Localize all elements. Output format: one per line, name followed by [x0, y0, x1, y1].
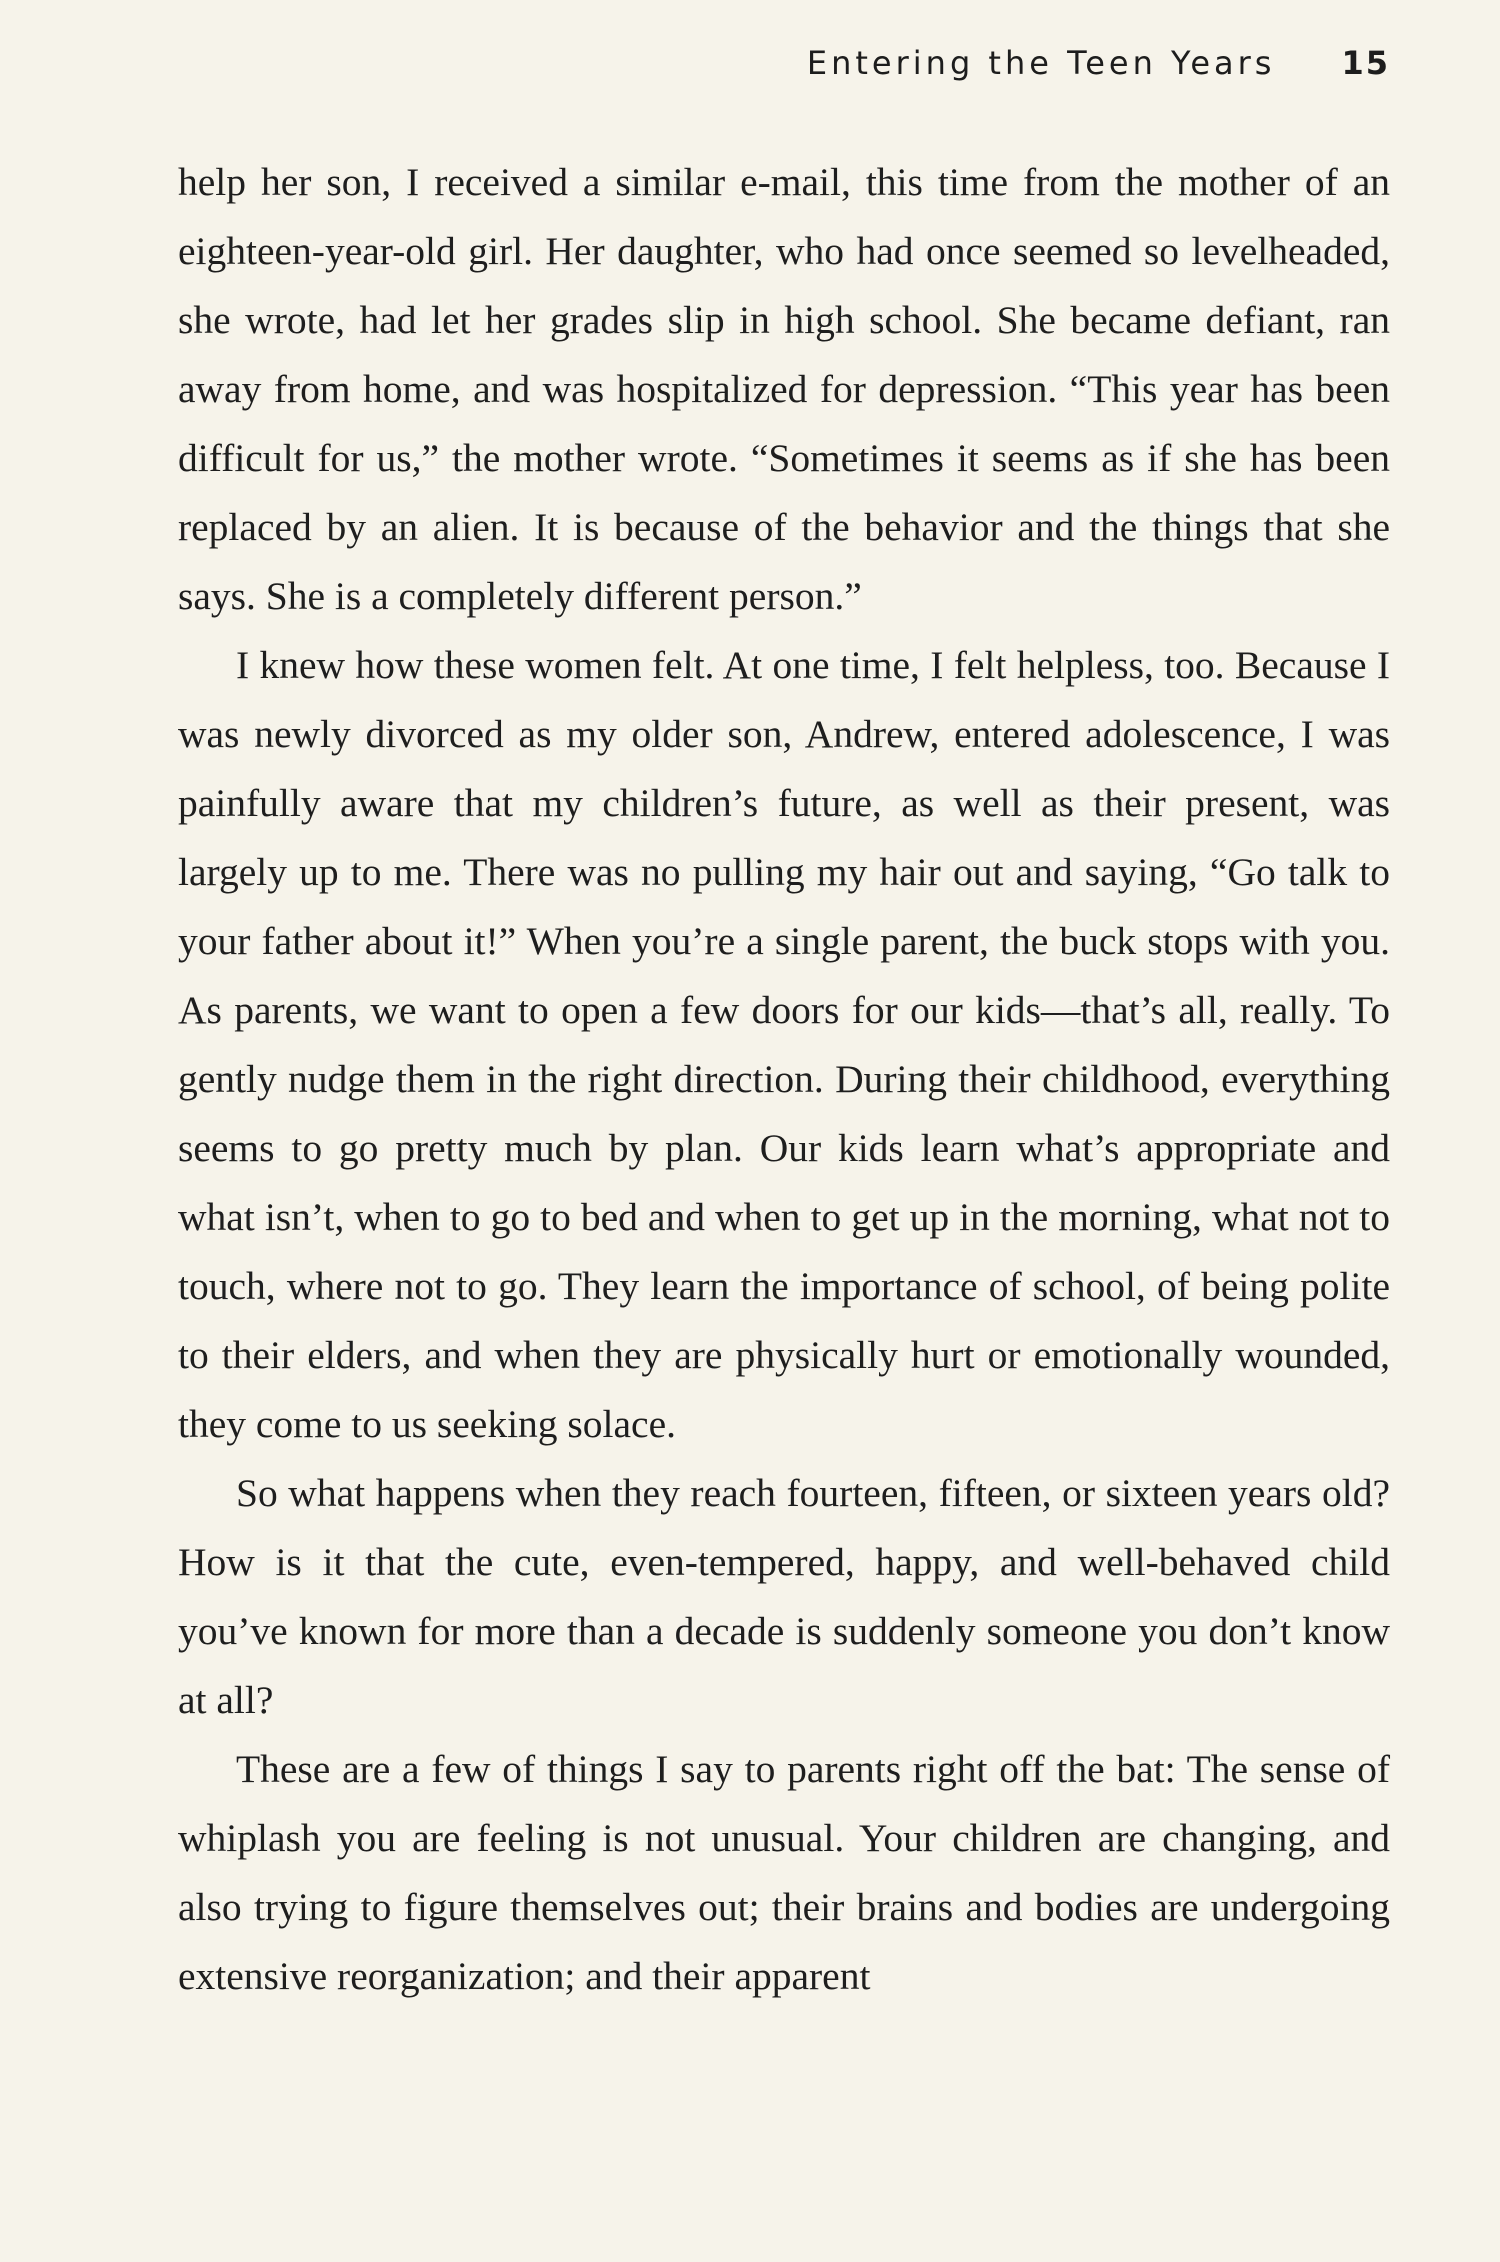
paragraph: These are a few of things I say to parents right off the bat: The sense of whiplash you are feeling is not unusual. Your children are changing, and also trying to figure themselves out; their brains and bodies are undergoing extensive reorganization; and their apparent [178, 1747, 1390, 1998]
page-number: 15 [1341, 44, 1390, 82]
body-text [178, 148, 1390, 2011]
paragraph: I knew how these women felt. At one time, I felt helpless, too. Because I was newly divorced as my older son, Andrew, entered adolescence, I was painfully aware that my children’s future, as well as their present, was largely up to me. There was no pulling my hair out and saying, “Go talk to your father about it!” When you’re a single parent, the buck stops with you. As parents, we want to open a few doors for our kids—that’s all, really. To gently nudge them in the right direction. During their childhood, everything seems to go pretty much by plan. Our kids learn what’s appropriate and what isn’t, when to go to bed and when to get up in the morning, what not to touch, where not to go. They learn the importance of school, of being polite to their elders, and when they are physically hurt or emotionally wounded, they come to us seeking solace. [178, 643, 1390, 1446]
running-title: Entering the Teen Years [806, 44, 1276, 82]
paragraph-continued: help her son, I received a similar e-mail, this time from the mother of an eighteen-year-old girl. Her daughter, who had once seemed so levelheaded, she wrote, had let her grades slip in high school. She became defiant, ran away from home, and was hospitalized for depression. “This year has been difficult for us,” the mother wrote. “Sometimes it seems as if she has been replaced by an alien. It is because of the behavior and the things that she says. She is a completely different person.” [178, 160, 1390, 618]
running-header [807, 44, 1390, 82]
paragraph: So what happens when they reach fourteen, fifteen, or sixteen years old? How is it that the cute, even-tempered, happy, and well-behaved child you’ve known for more than a decade is suddenly someone you don’t know at all? [178, 1471, 1390, 1722]
